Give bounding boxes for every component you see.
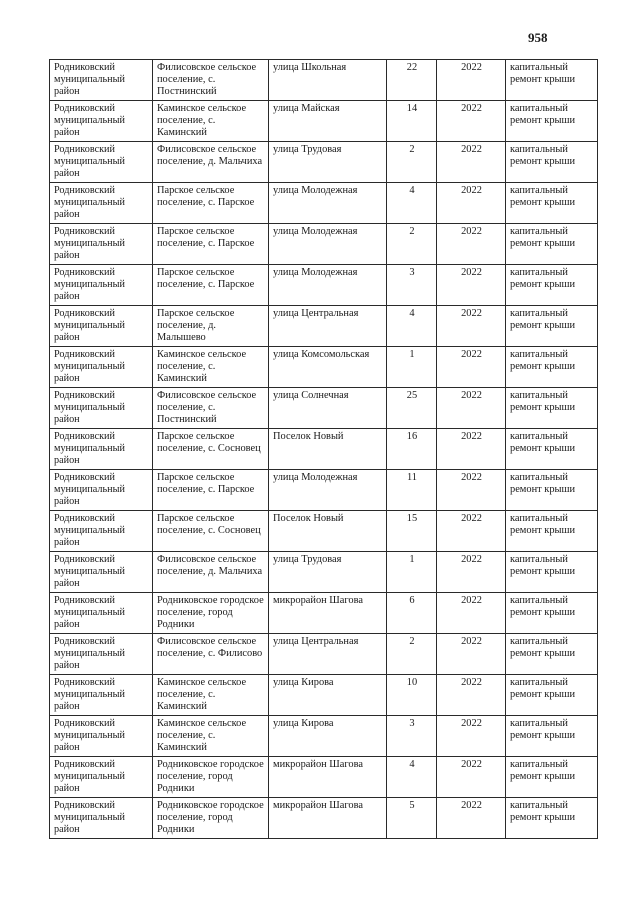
cell-district: Родниковский муниципальный район xyxy=(50,142,153,183)
cell-house-number: 5 xyxy=(387,798,437,839)
cell-settlement: Родниковское городское поселение, город Родники xyxy=(153,593,269,634)
cell-district: Родниковский муниципальный район xyxy=(50,347,153,388)
cell-year: 2022 xyxy=(437,429,506,470)
cell-street: улица Трудовая xyxy=(269,552,387,593)
cell-settlement: Каминское сельское поселение, с. Каминский xyxy=(153,716,269,757)
cell-district: Родниковский муниципальный район xyxy=(50,101,153,142)
cell-district: Родниковский муниципальный район xyxy=(50,675,153,716)
cell-work-type: капитальный ремонт крыши xyxy=(506,142,598,183)
cell-house-number: 3 xyxy=(387,716,437,757)
cell-street: Поселок Новый xyxy=(269,511,387,552)
cell-street: улица Молодежная xyxy=(269,470,387,511)
cell-settlement: Филисовское сельское поселение, д. Мальчиха xyxy=(153,552,269,593)
cell-year: 2022 xyxy=(437,593,506,634)
cell-district: Родниковский муниципальный район xyxy=(50,634,153,675)
table-row xyxy=(50,716,598,757)
cell-district: Родниковский муниципальный район xyxy=(50,60,153,101)
table-row xyxy=(50,306,598,347)
cell-street: микрорайон Шагова xyxy=(269,757,387,798)
cell-settlement: Каминское сельское поселение, с. Каминский xyxy=(153,347,269,388)
cell-work-type: капитальный ремонт крыши xyxy=(506,60,598,101)
cell-street: улица Молодежная xyxy=(269,224,387,265)
cell-district: Родниковский муниципальный район xyxy=(50,306,153,347)
table-row xyxy=(50,634,598,675)
cell-street: улица Кирова xyxy=(269,675,387,716)
cell-house-number: 3 xyxy=(387,265,437,306)
cell-house-number: 1 xyxy=(387,347,437,388)
cell-house-number: 10 xyxy=(387,675,437,716)
cell-work-type: капитальный ремонт крыши xyxy=(506,675,598,716)
cell-work-type: капитальный ремонт крыши xyxy=(506,388,598,429)
cell-street: улица Молодежная xyxy=(269,183,387,224)
table-body xyxy=(50,60,598,839)
cell-work-type: капитальный ремонт крыши xyxy=(506,716,598,757)
table-row xyxy=(50,593,598,634)
table-row xyxy=(50,347,598,388)
cell-year: 2022 xyxy=(437,101,506,142)
cell-district: Родниковский муниципальный район xyxy=(50,593,153,634)
table-row xyxy=(50,101,598,142)
cell-street: микрорайон Шагова xyxy=(269,593,387,634)
table-row xyxy=(50,142,598,183)
table-row xyxy=(50,265,598,306)
page-number: 958 xyxy=(528,30,548,45)
cell-street: улица Комсомольская xyxy=(269,347,387,388)
table-row xyxy=(50,675,598,716)
cell-house-number: 15 xyxy=(387,511,437,552)
cell-street: улица Трудовая xyxy=(269,142,387,183)
cell-work-type: капитальный ремонт крыши xyxy=(506,306,598,347)
cell-year: 2022 xyxy=(437,675,506,716)
cell-house-number: 14 xyxy=(387,101,437,142)
cell-year: 2022 xyxy=(437,142,506,183)
cell-settlement: Филисовское сельское поселение, с. Постнинский xyxy=(153,60,269,101)
cell-year: 2022 xyxy=(437,306,506,347)
table-row xyxy=(50,511,598,552)
cell-work-type: капитальный ремонт крыши xyxy=(506,429,598,470)
cell-settlement: Парское сельское поселение, с. Парское xyxy=(153,265,269,306)
cell-house-number: 2 xyxy=(387,634,437,675)
cell-street: улица Майская xyxy=(269,101,387,142)
table-row xyxy=(50,798,598,839)
cell-settlement: Парское сельское поселение, с. Парское xyxy=(153,183,269,224)
cell-year: 2022 xyxy=(437,757,506,798)
cell-house-number: 1 xyxy=(387,552,437,593)
table-row xyxy=(50,552,598,593)
cell-settlement: Филисовское сельское поселение, д. Мальчиха xyxy=(153,142,269,183)
cell-work-type: капитальный ремонт крыши xyxy=(506,798,598,839)
cell-work-type: капитальный ремонт крыши xyxy=(506,593,598,634)
cell-work-type: капитальный ремонт крыши xyxy=(506,101,598,142)
cell-year: 2022 xyxy=(437,388,506,429)
cell-settlement: Родниковское городское поселение, город Родники xyxy=(153,798,269,839)
cell-year: 2022 xyxy=(437,716,506,757)
cell-year: 2022 xyxy=(437,224,506,265)
cell-house-number: 6 xyxy=(387,593,437,634)
cell-settlement: Парское сельское поселение, с. Сосновец xyxy=(153,429,269,470)
table-row xyxy=(50,183,598,224)
cell-year: 2022 xyxy=(437,511,506,552)
cell-house-number: 16 xyxy=(387,429,437,470)
cell-street: улица Молодежная xyxy=(269,265,387,306)
cell-year: 2022 xyxy=(437,347,506,388)
cell-house-number: 11 xyxy=(387,470,437,511)
cell-district: Родниковский муниципальный район xyxy=(50,388,153,429)
cell-district: Родниковский муниципальный район xyxy=(50,552,153,593)
cell-district: Родниковский муниципальный район xyxy=(50,511,153,552)
cell-district: Родниковский муниципальный район xyxy=(50,265,153,306)
cell-year: 2022 xyxy=(437,183,506,224)
housing-repair-table xyxy=(49,59,598,839)
cell-year: 2022 xyxy=(437,60,506,101)
cell-settlement: Родниковское городское поселение, город Родники xyxy=(153,757,269,798)
cell-street: Поселок Новый xyxy=(269,429,387,470)
cell-settlement: Каминское сельское поселение, с. Каминский xyxy=(153,101,269,142)
table-row xyxy=(50,388,598,429)
cell-street: улица Школьная xyxy=(269,60,387,101)
cell-house-number: 4 xyxy=(387,183,437,224)
cell-district: Родниковский муниципальный район xyxy=(50,224,153,265)
cell-work-type: капитальный ремонт крыши xyxy=(506,470,598,511)
cell-work-type: капитальный ремонт крыши xyxy=(506,757,598,798)
cell-work-type: капитальный ремонт крыши xyxy=(506,183,598,224)
cell-settlement: Каминское сельское поселение, с. Каминский xyxy=(153,675,269,716)
cell-year: 2022 xyxy=(437,798,506,839)
cell-settlement: Филисовское сельское поселение, с. Филисово xyxy=(153,634,269,675)
cell-work-type: капитальный ремонт крыши xyxy=(506,265,598,306)
cell-district: Родниковский муниципальный район xyxy=(50,470,153,511)
cell-district: Родниковский муниципальный район xyxy=(50,757,153,798)
cell-house-number: 2 xyxy=(387,142,437,183)
cell-work-type: капитальный ремонт крыши xyxy=(506,224,598,265)
cell-work-type: капитальный ремонт крыши xyxy=(506,634,598,675)
cell-house-number: 2 xyxy=(387,224,437,265)
cell-street: улица Кирова xyxy=(269,716,387,757)
cell-district: Родниковский муниципальный район xyxy=(50,798,153,839)
cell-house-number: 22 xyxy=(387,60,437,101)
cell-work-type: капитальный ремонт крыши xyxy=(506,552,598,593)
table-row xyxy=(50,429,598,470)
cell-settlement: Парское сельское поселение, д. Малышево xyxy=(153,306,269,347)
cell-settlement: Парское сельское поселение, с. Парское xyxy=(153,470,269,511)
cell-year: 2022 xyxy=(437,552,506,593)
cell-year: 2022 xyxy=(437,634,506,675)
cell-work-type: капитальный ремонт крыши xyxy=(506,347,598,388)
cell-settlement: Парское сельское поселение, с. Сосновец xyxy=(153,511,269,552)
cell-street: улица Центральная xyxy=(269,306,387,347)
cell-house-number: 4 xyxy=(387,306,437,347)
cell-work-type: капитальный ремонт крыши xyxy=(506,511,598,552)
cell-district: Родниковский муниципальный район xyxy=(50,183,153,224)
cell-house-number: 4 xyxy=(387,757,437,798)
cell-street: улица Солнечная xyxy=(269,388,387,429)
table-row xyxy=(50,470,598,511)
cell-settlement: Парское сельское поселение, с. Парское xyxy=(153,224,269,265)
cell-district: Родниковский муниципальный район xyxy=(50,716,153,757)
table-row xyxy=(50,60,598,101)
table-row xyxy=(50,757,598,798)
cell-settlement: Филисовское сельское поселение, с. Постнинский xyxy=(153,388,269,429)
cell-house-number: 25 xyxy=(387,388,437,429)
cell-year: 2022 xyxy=(437,265,506,306)
cell-year: 2022 xyxy=(437,470,506,511)
cell-district: Родниковский муниципальный район xyxy=(50,429,153,470)
cell-street: микрорайон Шагова xyxy=(269,798,387,839)
table-row xyxy=(50,224,598,265)
cell-street: улица Центральная xyxy=(269,634,387,675)
